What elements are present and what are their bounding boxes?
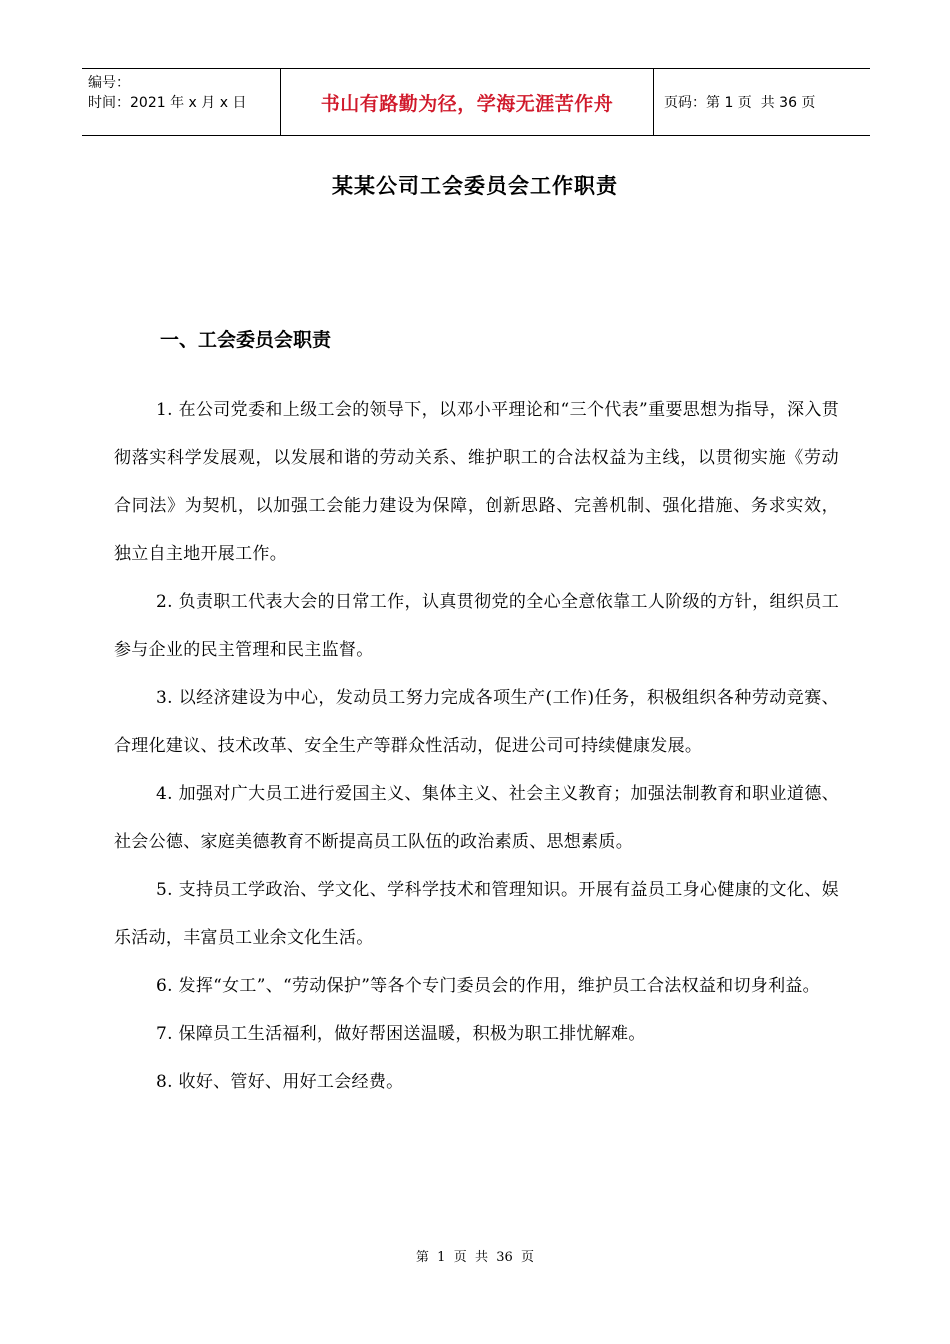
paragraph-4: 4. 加强对广大员工进行爱国主义、集体主义、社会主义教育；加强法制教育和职业道德、社会公德、家庭美德教育不断提高员工队伍的政治素质、思想素质。 (114, 784, 839, 852)
document-header (82, 68, 870, 136)
time-label: 时间：2021 年 x 月 x 日 (88, 95, 247, 111)
paragraph-5: 5. 支持员工学政治、学文化、学科学技术和管理知识。开展有益员工身心健康的文化、娱乐活动，丰富员工业余文化生活。 (114, 880, 839, 948)
header-page-cell (654, 69, 870, 135)
number-label: 编号： (88, 75, 130, 91)
document-title: 某某公司工会委员会工作职责 (332, 174, 618, 198)
page-footer: 第 1 页 共 36 页 (415, 1250, 535, 1265)
page-info: 页码：第 1 页 共 36 页 (664, 95, 816, 111)
header-motto-cell (281, 69, 654, 135)
paragraph-7: 7. 保障员工生活福利，做好帮困送温暖，积极为职工排忧解难。 (156, 1024, 646, 1044)
paragraph-3: 3. 以经济建设为中心，发动员工努力完成各项生产(工作)任务，积极组织各种劳动竞赛、合理化建议、技术改革、安全生产等群众性活动，促进公司可持续健康发展。 (114, 688, 839, 756)
section-heading: 一、工会委员会职责 (160, 329, 332, 351)
header-meta-cell (82, 69, 281, 135)
paragraph-2: 2. 负责职工代表大会的日常工作，认真贯彻党的全心全意依靠工人阶级的方针，组织员工参与企业的民主管理和民主监督。 (114, 592, 839, 660)
paragraph-6: 6. 发挥“女工”、“劳动保护”等各个专门委员会的作用，维护员工合法权益和切身利益。 (156, 976, 820, 996)
paragraph-8: 8. 收好、管好、用好工会经费。 (156, 1072, 404, 1092)
paragraph-1: 1. 在公司党委和上级工会的领导下，以邓小平理论和“三个代表”重要思想为指导，深入贯彻落实科学发展观，以发展和谐的劳动关系、维护职工的合法权益为主线，以贯彻实施《劳动合同法》为契机，以加强工会能力建设为保障，创新思路、完善机制、强化措施、务求实效，独立自主地开展工作。 (114, 400, 839, 564)
document-body (114, 386, 839, 1106)
motto-text: 书山有路勤为径，学海无涯苦作舟 (320, 92, 614, 115)
